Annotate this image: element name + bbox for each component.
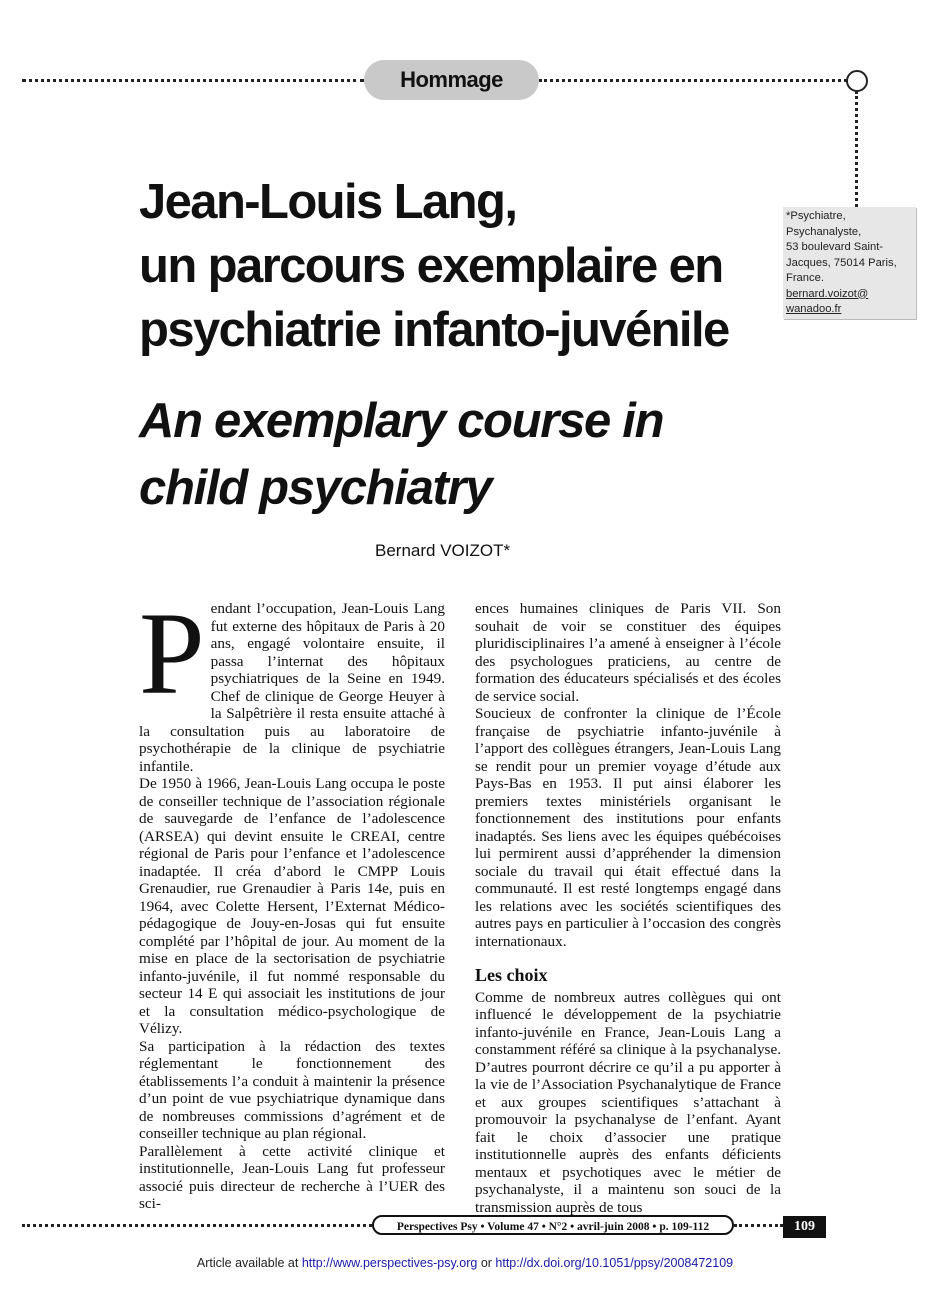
body-paragraph: endant l’occupation, Jean-Louis Lang fut externe des hôpitaux de Paris à 20 ans, engagé volontaire ensuite, il passa l’internat des hôpitaux psychiatriques de la Seine en 1949. Chef de clinique de George Heuyer à la Salpêtrière il resta ensuite attaché à la consultation puis au laboratoire de psychothérapie de la clinique de psychiatrie infantile. [139, 600, 445, 775]
subtitle-line: child psychiatry [139, 461, 492, 515]
body-paragraph: Parallèlement à cette activité clinique et institutionnelle, Jean-Louis Lang fut professeur associé puis directeur de recherche à l’UER des sci- [139, 1142, 445, 1212]
section-heading: Les choix [475, 965, 548, 985]
top-dotted-rule-left [22, 79, 364, 82]
body-paragraph: De 1950 à 1966, Jean-Louis Lang occupa le poste de conseiller technique de l’association régionale de sauvegarde de l’enfance de l’adolescence (ARSEA) qui devint ensuite le CREAI, centre régional de Paris pour l’enfance et l’adolescence inadaptée. Il créa d’abord le CMPP Louis Grenaudier, rue Grenaudier à Paris 14e, puis en 1964, avec Colette Hersent, l’Externat Médico-pédagogique de Jouy-en-Josas qui fut ensuite complété par l’hôpital de jour. Au moment de la mise en place de la sectorisation de psychiatrie infanto-juvénile, il fut nommé responsable du secteur 14 E qui associait les institutions de jour et la consultation médico-psychologique de Vélizy. [139, 775, 445, 1037]
article-title-french [139, 170, 779, 362]
journal-link[interactable]: http://www.perspectives-psy.org [301, 1256, 478, 1270]
article-title-english [139, 388, 779, 522]
author-affiliation [783, 207, 916, 319]
body-column-left [139, 588, 445, 1213]
title-line: un parcours exemplaire en [139, 239, 723, 293]
footer-dotted-rule-right [734, 1224, 783, 1227]
availability-prefix: Article available at [196, 1256, 302, 1270]
doi-link[interactable]: http://dx.doi.org/10.1051/ppsy/2008472109 [495, 1256, 734, 1270]
subtitle-line: An exemplary course in [139, 394, 664, 448]
drop-cap: P [139, 588, 205, 719]
right-dotted-rule [855, 91, 858, 207]
body-column-right [475, 600, 781, 1216]
title-line: psychiatrie infanto-juvénile [139, 303, 729, 357]
title-line: Jean-Louis Lang, [139, 175, 517, 229]
body-paragraph: ences humaines cliniques de Paris VII. Son souhait de voir se constituer des équipes pluridisciplinaires l’a amené à enseigner à l’école des psychologues praticiens, au centre de formation des éducateurs spécialisés et des écoles de service social. [475, 600, 781, 705]
body-paragraph: Sa participation à la rédaction des textes réglementant le fonctionnement des établissements l’a conduit à maintenir la présence d’un point de vue psychiatrique dynamique dans de nombreuses commissions d’agrément et de conseiller technique au plan régional. [139, 1037, 445, 1142]
author-name: Bernard VOIZOT* [375, 541, 511, 560]
section-label: Hommage [364, 60, 539, 100]
footer-dotted-rule-left [22, 1224, 372, 1227]
top-dotted-rule-right [539, 79, 847, 82]
affiliation-line: Jacques, 75014 Paris, [786, 256, 897, 269]
affiliation-line: France. [786, 272, 824, 284]
affiliation-line: *Psychiatre, [786, 210, 846, 222]
page-number: 109 [783, 1216, 826, 1238]
availability-or: or [477, 1256, 496, 1270]
article-availability-line [0, 1256, 930, 1270]
journal-citation: Perspectives Psy • Volume 47 • N°2 • avril-juin 2008 • p. 109-112 [372, 1215, 734, 1235]
affiliation-line: 53 boulevard Saint- [786, 241, 884, 253]
body-paragraph: Comme de nombreux autres collègues qui ont influencé le développement de la psychiatrie infanto-juvénile en France, Jean-Louis Lang a constamment référé sa clinique à la psychanalyse. D’autres pourront décrire ce qu’il a pu apporter à la vie de l’Association Psychanalytique de France et aux groupes scientifiques s’attachant à promouvoir la psychanalyse de l’enfant. Ayant fait le choix d’associer une pratique institutionnelle auprès des enfants déficients mentaux et psychotiques avec le métier de psychanalyste, il a maintenu son souci de la transmission auprès de tous [475, 988, 781, 1216]
body-paragraph: Soucieux de confronter la clinique de l’École française de psychiatrie infanto-juvénile à l’apport des collègues étrangers, Jean-Louis Lang se rendit pour un premier voyage d’étude aux Pays-Bas en 1953. Il put ainsi élaborer les premiers textes ministériels organisant le fonctionnement des institutions pour enfants inadaptés. Ses liens avec les équipes québécoises lui permirent aussi d’appréhender la dimension sociale du travail qui était effectué dans la communauté. Il est resté longtemps engagé dans les relations avec les sociétés scientifiques des autres pays en particulier à l’occasion des congrès internationaux. [475, 705, 781, 950]
corner-circle-icon [846, 70, 868, 92]
email-link[interactable]: bernard.voizot@ [786, 287, 869, 300]
affiliation-line: Psychanalyste, [786, 225, 862, 238]
email-link[interactable]: wanadoo.fr [786, 303, 842, 315]
